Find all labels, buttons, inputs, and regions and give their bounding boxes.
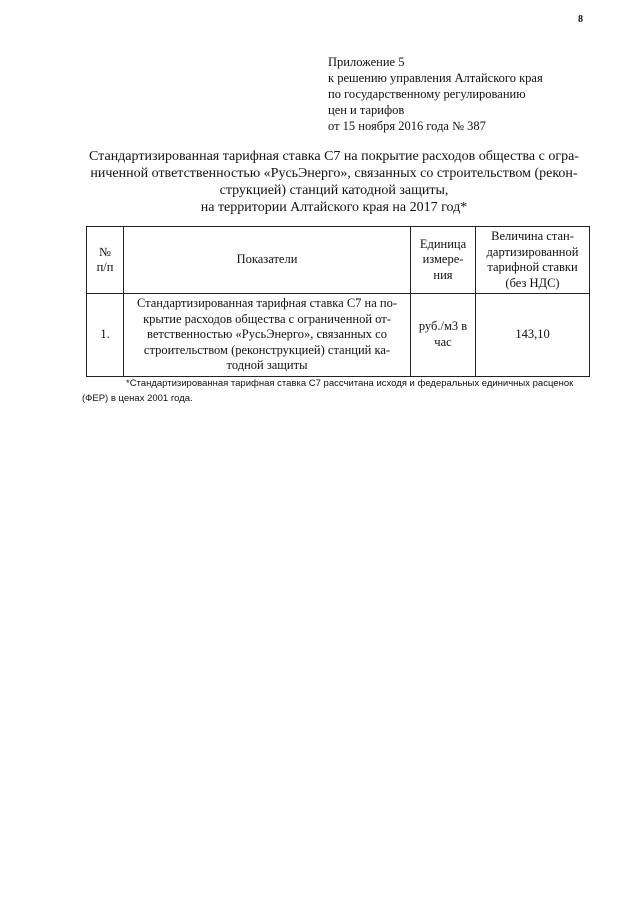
document-title [80, 148, 588, 216]
appendix-line: к решению управления Алтайского края [328, 71, 543, 85]
cell-value: 143,10 [476, 294, 590, 377]
cell-num: 1. [87, 294, 124, 377]
appendix-line: от 15 ноября 2016 года № 387 [328, 119, 486, 133]
title-line: Стандартизированная тарифная ставка С7 на покрытие расходов общества с огра- [89, 149, 579, 164]
header-indicator: Показатели [124, 227, 411, 294]
table-header-row [87, 227, 590, 294]
table-row [87, 294, 590, 377]
appendix-line: цен и тарифов [328, 103, 405, 117]
header-num: № п/п [87, 227, 124, 294]
appendix-line: Приложение 5 [328, 55, 405, 69]
cell-indicator: Стандартизированная тарифная ставка С7 на по- крытие расходов общества с ограниченной от- ветственностью «РусьЭнерго», связанных со строительством (реконструкцией) станций ка- тодной защиты [124, 294, 411, 377]
cell-unit: руб./м3 в час [411, 294, 476, 377]
header-unit: Единица измере- ния [411, 227, 476, 294]
title-line: струкцией) станций катодной защиты, [219, 183, 449, 198]
title-line: ниченной ответственностью «РусьЭнерго», связанных со строительством (рекон- [90, 166, 578, 181]
footnote: *Стандартизированная тарифная ставка С7 рассчитана исходя и федеральных единичных расценок (ФЕР) в ценах 2001 года. [82, 378, 574, 404]
header-value: Величина стан- дартизированной тарифной ставки (без НДС) [476, 227, 590, 294]
page-number: 8 [578, 14, 583, 25]
tariff-table [86, 226, 590, 377]
appendix-line: по государственному регулированию [328, 87, 526, 101]
appendix-block [328, 54, 543, 134]
title-line: на территории Алтайского края на 2017 год* [200, 200, 468, 215]
